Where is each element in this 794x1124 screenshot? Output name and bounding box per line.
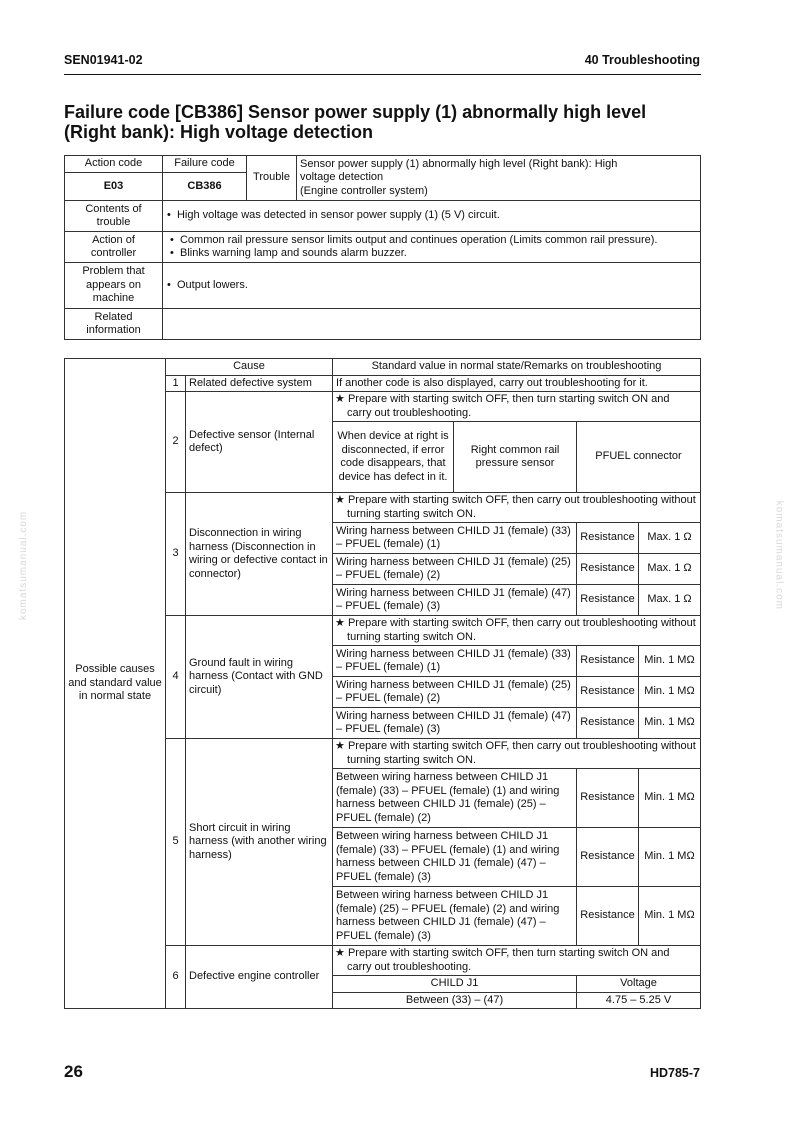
page-number: 26 [64, 1062, 83, 1081]
cause-4-row-2-value: Min. 1 MΩ [639, 677, 701, 708]
contents-label: Contents of trouble [65, 201, 163, 232]
cause-5-row-3-value: Min. 1 MΩ [639, 887, 701, 946]
failure-info-table [64, 155, 701, 340]
cause-5-row-3-kind: Resistance [577, 887, 639, 946]
contents-text: • High voltage was detected in sensor power supply (1) (5 V) circuit. [163, 201, 701, 232]
problem-text: • Output lowers. [163, 263, 701, 309]
action-text: • Common rail pressure sensor limits output and continues operation (Limits common rail pressure). • Blinks warning lamp and sounds alarm buzzer. [163, 232, 701, 263]
watermark-right: komatsumanual.com [773, 500, 784, 610]
cause-1-number: 1 [166, 375, 186, 392]
trouble-label: Trouble [247, 156, 297, 201]
cause-5-row-3-item: Between wiring harness between CHILD J1 (female) (25) – PFUEL (female) (2) and wiring harness between CHILD J1 (female) (47) – PFUEL (female) (3) [333, 887, 577, 946]
cause-3-row-1-item: Wiring harness between CHILD J1 (female) (33) – PFUEL (female) (1) [333, 523, 577, 554]
failure-code-label: Failure code [163, 156, 247, 173]
cause-6-between: Between (33) – (47) [333, 992, 577, 1009]
cause-4-row-3-item: Wiring harness between CHILD J1 (female) (47) – PFUEL (female) (3) [333, 708, 577, 739]
cause-4-row-3-value: Min. 1 MΩ [639, 708, 701, 739]
action-code-value: E03 [65, 173, 163, 201]
cause-3-prep: ★ Prepare with starting switch OFF, then carry out troubleshooting without turning starting switch ON. [333, 493, 701, 523]
watermark-left: komatsumanual.com [18, 510, 29, 620]
cause-3-row-2-item: Wiring harness between CHILD J1 (female) (25) – PFUEL (female) (2) [333, 554, 577, 585]
cause-1-text: If another code is also displayed, carry out troubleshooting for it. [333, 375, 701, 392]
causes-table [64, 358, 701, 1009]
failure-code-value: CB386 [163, 173, 247, 201]
standard-header: Standard value in normal state/Remarks on troubleshooting [333, 359, 701, 376]
cause-4-prep: ★ Prepare with starting switch OFF, then carry out troubleshooting without turning starting switch ON. [333, 616, 701, 646]
cause-2-number: 2 [166, 392, 186, 493]
cause-header: Cause [166, 359, 333, 376]
cause-6-col-voltage: Voltage [577, 976, 701, 993]
cause-6-col-child: CHILD J1 [333, 976, 577, 993]
cause-5-row-1-item: Between wiring harness between CHILD J1 (female) (33) – PFUEL (female) (1) and wiring harness between CHILD J1 (female) (25) – PFUEL (female) (2) [333, 769, 577, 828]
cause-5-prep: ★ Prepare with starting switch OFF, then carry out troubleshooting without turning starting switch ON. [333, 739, 701, 769]
cause-2-prep: ★ Prepare with starting switch OFF, then turn starting switch ON and carry out troubleshooting. [333, 392, 701, 422]
related-label: Related information [65, 309, 163, 340]
cause-3-row-1-kind: Resistance [577, 523, 639, 554]
page-title [64, 102, 704, 142]
cause-5-row-2-value: Min. 1 MΩ [639, 828, 701, 887]
cause-3-row-1-value: Max. 1 Ω [639, 523, 701, 554]
cause-2-name: Defective sensor (Internal defect) [186, 392, 333, 493]
header-rule [64, 74, 701, 75]
title-line-2: (Right bank): High voltage detection [64, 122, 373, 142]
cause-5-number: 5 [166, 739, 186, 946]
cause-5-row-1-value: Min. 1 MΩ [639, 769, 701, 828]
cause-5-row-1-kind: Resistance [577, 769, 639, 828]
cause-3-row-2-value: Max. 1 Ω [639, 554, 701, 585]
trouble-text: Sensor power supply (1) abnormally high level (Right bank): High voltage detection (Engine controller system) [297, 156, 701, 201]
cause-2-condition: When device at right is disconnected, if error code disappears, that device has defect in it. [333, 422, 454, 493]
cause-3-name: Disconnection in wiring harness (Disconnection in wiring or defective contact in connector) [186, 493, 333, 616]
cause-3-row-3-item: Wiring harness between CHILD J1 (female) (47) – PFUEL (female) (3) [333, 585, 577, 616]
cause-5-row-2-kind: Resistance [577, 828, 639, 887]
cause-4-row-1-item: Wiring harness between CHILD J1 (female) (33) – PFUEL (female) (1) [333, 646, 577, 677]
cause-3-row-2-kind: Resistance [577, 554, 639, 585]
title-line-1: Failure code [CB386] Sensor power supply (1) abnormally high level [64, 102, 647, 122]
cause-5-name: Short circuit in wiring harness (with another wiring harness) [186, 739, 333, 946]
cause-4-row-3-kind: Resistance [577, 708, 639, 739]
cause-4-name: Ground fault in wiring harness (Contact with GND circuit) [186, 616, 333, 739]
cause-4-row-1-value: Min. 1 MΩ [639, 646, 701, 677]
cause-1-name: Related defective system [186, 375, 333, 392]
related-text [163, 309, 701, 340]
cause-2-device: Right common rail pressure sensor [454, 422, 577, 493]
cause-3-row-3-kind: Resistance [577, 585, 639, 616]
document-code: SEN01941-02 [64, 53, 143, 67]
action-label: Action of controller [65, 232, 163, 263]
cause-6-prep: ★ Prepare with starting switch OFF, then turn starting switch ON and carry out troubleshooting. [333, 946, 701, 976]
causes-side-label: Possible causes and standard value in normal state [65, 359, 166, 1009]
cause-5-row-2-item: Between wiring harness between CHILD J1 (female) (33) – PFUEL (female) (1) and wiring harness between CHILD J1 (female) (47) – PFUEL (female) (3) [333, 828, 577, 887]
cause-6-voltage-value: 4.75 – 5.25 V [577, 992, 701, 1009]
cause-2-connector: PFUEL connector [577, 422, 701, 493]
model-name: HD785-7 [649, 1066, 700, 1080]
section-title: 40 Troubleshooting [584, 53, 700, 67]
cause-6-number: 6 [166, 946, 186, 1009]
cause-3-row-3-value: Max. 1 Ω [639, 585, 701, 616]
cause-4-row-2-kind: Resistance [577, 677, 639, 708]
cause-4-row-2-item: Wiring harness between CHILD J1 (female) (25) – PFUEL (female) (2) [333, 677, 577, 708]
cause-4-number: 4 [166, 616, 186, 739]
cause-4-row-1-kind: Resistance [577, 646, 639, 677]
problem-label: Problem that appears on machine [65, 263, 163, 309]
action-code-label: Action code [65, 156, 163, 173]
cause-3-number: 3 [166, 493, 186, 616]
cause-6-name: Defective engine controller [186, 946, 333, 1009]
